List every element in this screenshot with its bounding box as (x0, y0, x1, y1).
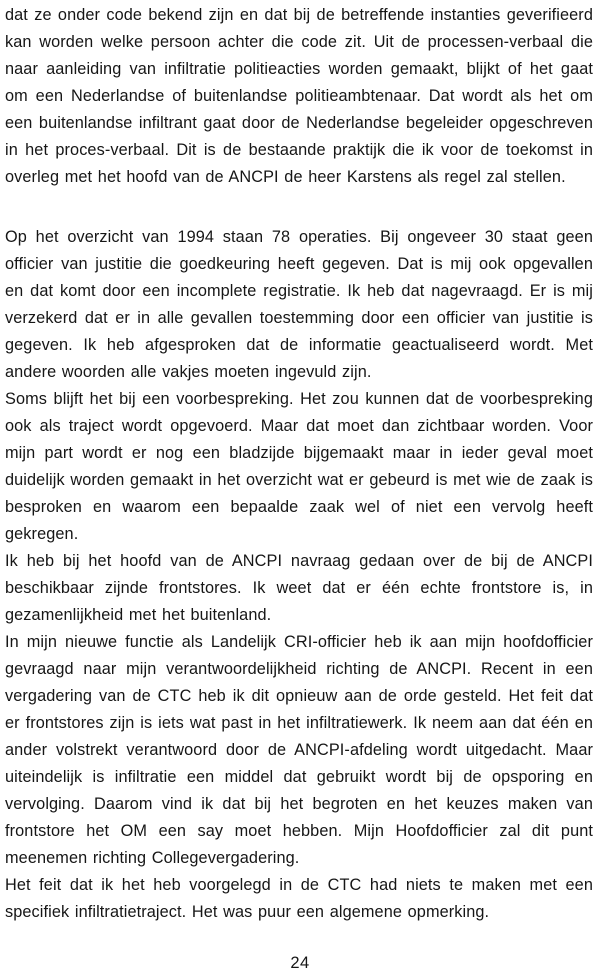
page-number: 24 (290, 954, 310, 972)
paragraph-5: In mijn nieuwe functie als Landelijk CRI-officier heb ik aan mijn hoofdofficier gevraagd naar mijn verantwoordelijkheid richting de ANCPI. Recent in een vergadering van de CTC heb ik dit opnieuw aan de orde gesteld. Het feit dat er frontstores zijn is iets wat past in het infiltratiewerk. Ik neem aan dat één en ander volstrekt verantwoord door de ANCPI-afdeling wordt uitgedacht. Maar uiteindelijk is infiltratie een middel dat gebruikt wordt bij de opsporing en vervolging. Daarom vind ik dat bij het begroten en het keuzes maken van frontstore het OM een say moet hebben. Mijn Hoofdofficier zal dit punt meenemen richting Collegevergadering. (5, 633, 593, 867)
paragraph-2: Op het overzicht van 1994 staan 78 operaties. Bij ongeveer 30 staat geen officier van justitie die goedkeuring heeft gegeven. Dat is mij ook opgevallen en dat komt door een incomplete registratie. Ik heb dat nagevraagd. Er is mij verzekerd dat er in alle gevallen toestemming door een officier van justitie is gegeven. Ik heb afgesproken dat de informatie geactualiseerd wordt. Met andere woorden alle vakjes moeten ingevuld zijn. (5, 228, 593, 381)
body-text (5, 2, 593, 926)
paragraph-4: Ik heb bij het hoofd van de ANCPI navraag gedaan over de bij de ANCPI beschikbaar zijnde frontstores. Ik weet dat er één echte frontstore is, in gezamenlijkheid met het buitenland. (5, 552, 593, 624)
paragraph-6: Het feit dat ik het heb voorgelegd in de CTC had niets te maken met een specifiek infiltratietraject. Het was puur een algemene opmerking. (5, 876, 593, 921)
paragraph-3: Soms blijft het bij een voorbespreking. Het zou kunnen dat de voorbespreking ook als traject wordt opgevoerd. Maar dat moet dan zichtbaar worden. Voor mijn part wordt er nog een bladzijde bijgemaakt maar in ieder geval moet duidelijk worden gemaakt in het overzicht wat er gebeurd is met wie de zaak is besproken en waarom een bepaalde zaak wel of niet een vervolg heeft gekregen. (5, 390, 593, 543)
paragraph-1: dat ze onder code bekend zijn en dat bij de betreffende instanties geverifieerd kan worden welke persoon achter die code zit. Uit de processen-verbaal die naar aanleiding van infiltratie politieacties worden gemaakt, blijkt of het gaat om een Nederlandse of buitenlandse politieambtenaar. Dat wordt als het om een buitenlandse infiltrant gaat door de Nederlandse begeleider opgeschreven in het proces-verbaal. Dit is de bestaande praktijk die ik voor de toekomst in overleg met het hoofd van de ANCPI de heer Karstens als regel zal stellen. (5, 6, 593, 186)
